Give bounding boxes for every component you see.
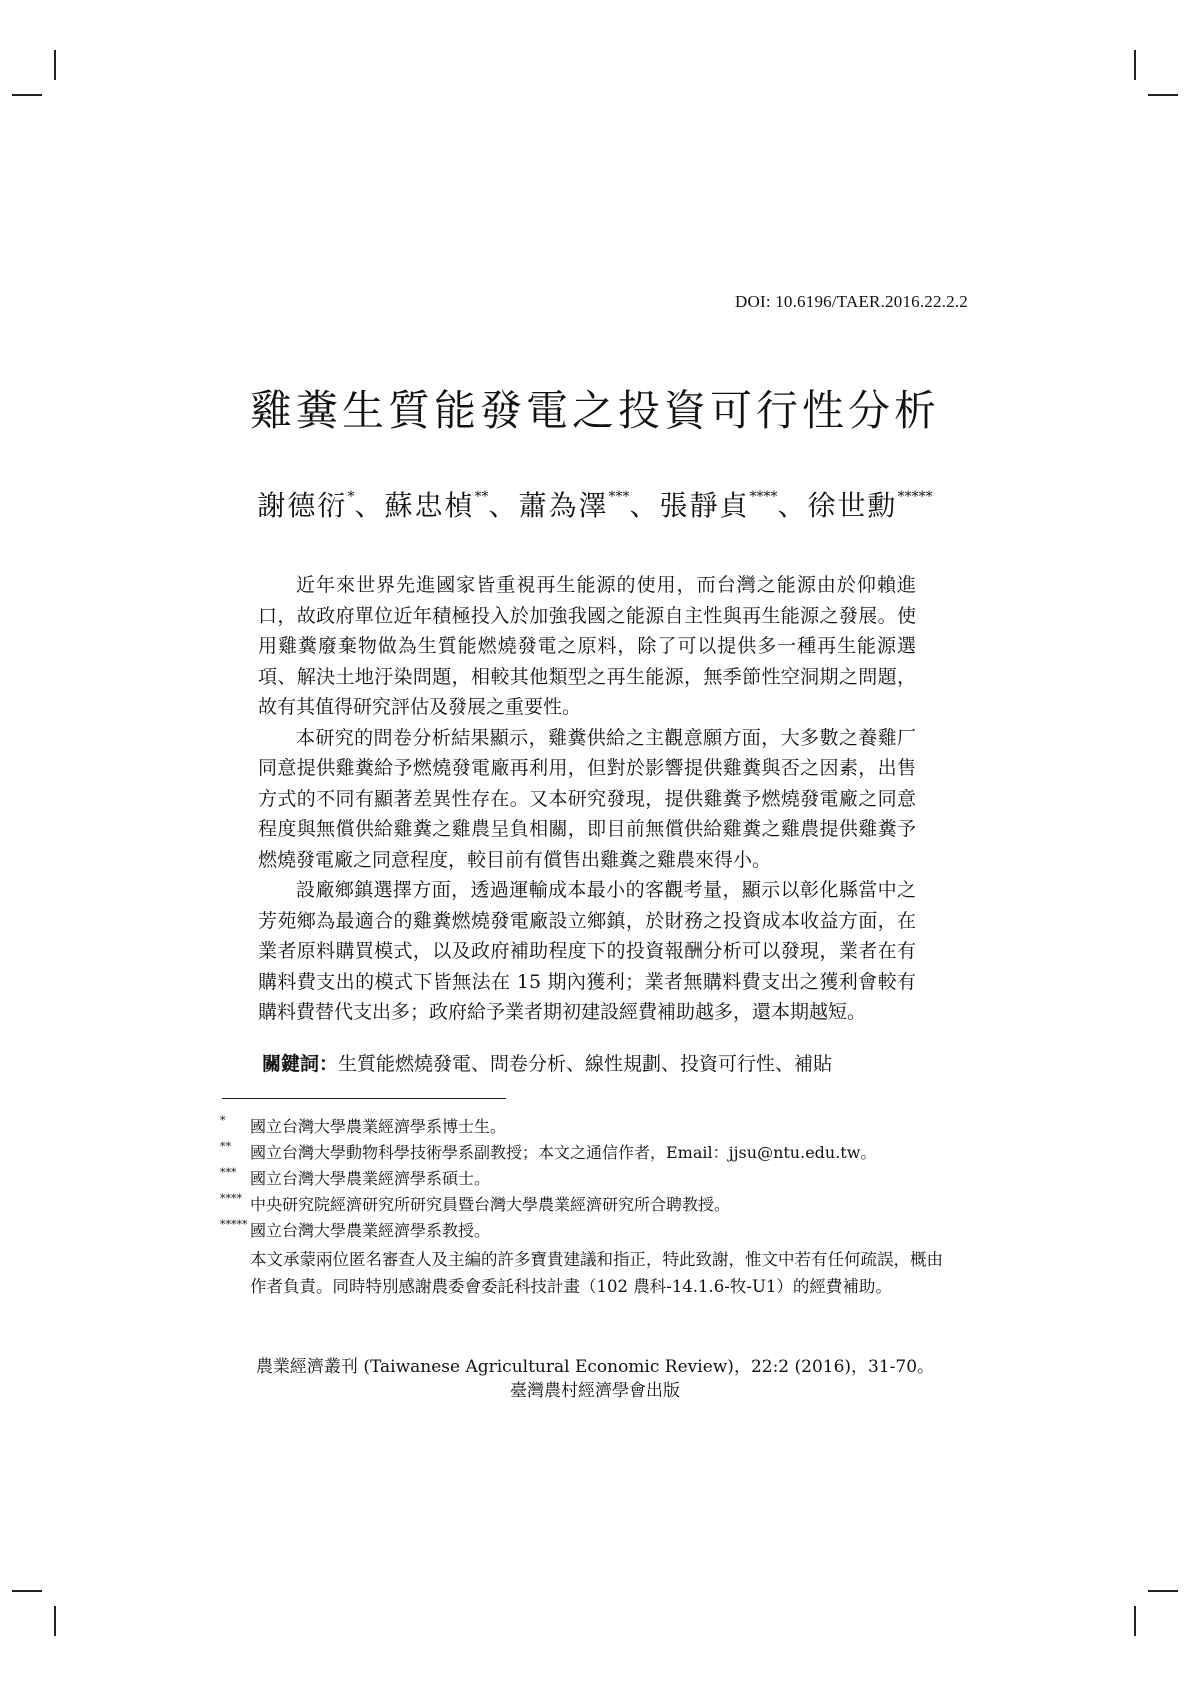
abstract-paragraph-1: 近年來世界先進國家皆重視再生能源的使用，而台灣之能源由於仰賴進口，故政府單位近年積極投入於加強我國之能源自主性與再生能源之發展。使用雞糞廢棄物做為生質能燃燒發電之原料，除了可以提供多一種再生能源選項、解決土地汙染問題，相較其他類型之再生能源，無季節性空洞期之問題，故有其值得研究評估及發展之重要性。 xyxy=(258,574,916,718)
author-mark: ***** xyxy=(897,489,933,505)
keywords-text: 生質能燃燒發電、問卷分析、線性規劃、投資可行性、補貼 xyxy=(338,1053,833,1075)
footnote-mark: *** xyxy=(220,1166,237,1179)
footnotes xyxy=(220,1114,970,1300)
footnote-mark: * xyxy=(220,1114,226,1127)
crop-mark-bottom-left-h xyxy=(12,1590,42,1592)
author-mark: * xyxy=(347,489,355,505)
journal-line-2: 臺灣農村經濟學會出版 xyxy=(510,1381,680,1401)
abstract xyxy=(258,570,916,1028)
doi-label: DOI: 10.6196/TAER.2016.22.2.2 xyxy=(735,292,968,311)
footnote-mark: ***** xyxy=(220,1218,248,1231)
author-1: 謝德衍*、 xyxy=(257,489,385,522)
author-2: 蘇忠楨**、 xyxy=(384,489,519,522)
keywords-label: 關鍵詞： xyxy=(262,1053,339,1075)
crop-mark-bottom-right-h xyxy=(1148,1590,1178,1592)
crop-mark-top-left-h xyxy=(12,94,42,96)
author-3: 蕭為澤***、 xyxy=(518,489,660,522)
footnote-4: **** 中央研究院經濟研究所研究員暨台灣大學農業經濟研究所合聘教授。 xyxy=(220,1192,970,1218)
acknowledgment: 本文承蒙兩位匿名審查人及主編的許多寶貴建議和指正，特此致謝，惟文中若有任何疏誤，概由作者負責。同時特別感謝農委會委託科技計畫（102 農科-14.1.6-牧-U1）的經費補助。 xyxy=(250,1250,943,1296)
footnote-mark: **** xyxy=(220,1192,242,1205)
author-mark: *** xyxy=(608,489,630,505)
footnote-1: * 國立台灣大學農業經濟學系博士生。 xyxy=(220,1114,970,1140)
footnote-3: *** 國立台灣大學農業經濟學系碩士。 xyxy=(220,1166,970,1192)
abstract-paragraph-2: 本研究的問卷分析結果顯示，雞糞供給之主觀意願方面，大多數之養雞厂同意提供雞糞給予燃燒發電廠再利用，但對於影響提供雞糞與否之因素，出售方式的不同有顯著差異性存在。又本研究發現，提供雞糞予燃燒發電廠之同意程度與無償供給雞糞之雞農呈負相關，即目前無償供給雞糞之雞農提供雞糞予燃燒發電廠之同意程度，較目前有償售出雞糞之雞農來得小。 xyxy=(258,726,916,871)
crop-mark-top-right-v xyxy=(1134,50,1136,80)
footnote-divider xyxy=(222,1098,506,1099)
author-mark: **** xyxy=(749,489,778,505)
journal-citation xyxy=(0,1355,1190,1403)
abstract-paragraph-3: 設廠鄉鎮選擇方面，透過運輸成本最小的客觀考量，顯示以彰化縣當中之芳苑鄉為最適合的雞糞燃燒發電廠設立鄉鎮，於財務之投資成本收益方面，在業者原料購買模式，以及政府補助程度下的投資報酬分析可以發現，業者在有購料費支出的模式下皆無法在 15 期內獲利；業者無購料費支出之獲利會較有購料費替代支出多；政府給予業者期初建設經費補助越多，還本期越短。 xyxy=(258,879,916,1023)
crop-mark-top-right-h xyxy=(1148,94,1178,96)
keywords xyxy=(262,1049,922,1076)
author-mark: ** xyxy=(474,489,489,505)
author-list xyxy=(0,484,1190,524)
footnote-mark: ** xyxy=(220,1140,231,1153)
author-4: 張靜貞****、 xyxy=(659,489,808,522)
crop-mark-bottom-left-v xyxy=(54,1606,56,1636)
footnote-2: ** 國立台灣大學動物科學技術學系副教授；本文之通信作者，Email：jjsu@ntu.edu.tw。 xyxy=(220,1140,970,1166)
author-5: 徐世勳***** xyxy=(807,489,933,522)
paper-title: 雞糞生質能發電之投資可行性分析 xyxy=(249,386,940,435)
footnote-5: ***** 國立台灣大學農業經濟學系教授。 xyxy=(220,1218,970,1244)
crop-mark-top-left-v xyxy=(54,50,56,80)
crop-mark-bottom-right-v xyxy=(1134,1606,1136,1636)
journal-line-1: 農業經濟叢刊 (Taiwanese Agricultural Economic Review)，22:2 (2016)，31-70。 xyxy=(255,1357,935,1377)
